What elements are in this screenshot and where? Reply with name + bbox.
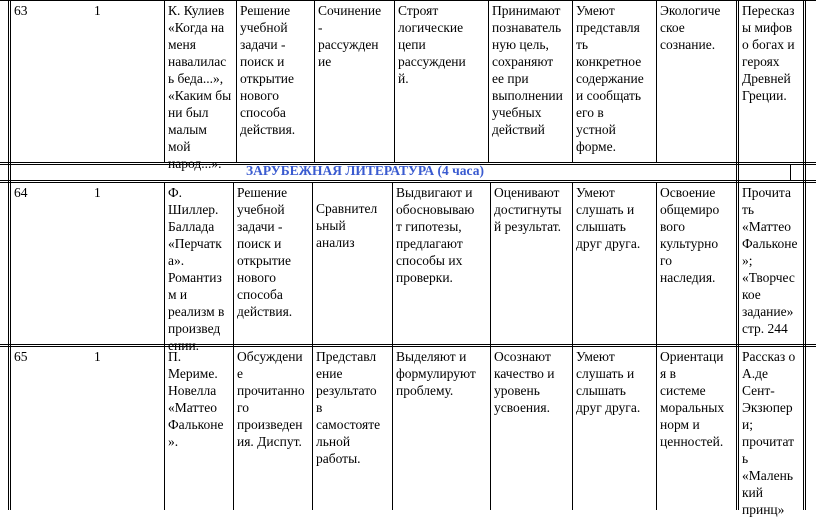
row-border xyxy=(0,344,816,345)
method-cell: Сочинение - рассужден ие xyxy=(318,3,382,69)
col-border xyxy=(8,0,9,510)
personal-results-cell: Ориентаци я в системе моральных норм и ценностей. xyxy=(660,349,725,449)
lesson-number-cell: 63 xyxy=(14,3,28,18)
lesson-type-cell: Обсуждени е прочитанно го произведен ия. Диспут. xyxy=(237,349,305,449)
method-cell: Представл ение результато в самостояте льной работы. xyxy=(316,349,381,466)
cognitive-skills-cell: Выделяют и формулируют проблему. xyxy=(396,349,476,398)
communicative-skills-cell: Умеют слушать и слышать друг друга. xyxy=(576,185,641,251)
homework-cell: Пересказ ы мифов о богах и героях Древней Греции. xyxy=(742,3,795,103)
personal-results-cell: Экологиче ское сознание. xyxy=(660,3,721,52)
col-border xyxy=(803,0,804,510)
lesson-type-cell: Решение учебной задачи - поиск и открытие нового способа действия. xyxy=(240,3,296,137)
topic-cell: К. Кулиев «Когда на меня навалилас ь беда...», «Каким бы ни был малым мой народ...». xyxy=(168,3,232,171)
homework-cell: Прочита ть «Маттео Фальконе »; «Творчес кое задание» стр. 244 xyxy=(742,185,798,336)
hours-cell: 1 xyxy=(94,3,101,18)
lesson-number-cell: 65 xyxy=(14,349,28,364)
row-border xyxy=(0,180,816,181)
hours-cell: 1 xyxy=(94,349,101,364)
homework-cell: Рассказ о А.де Сент- Экзюпер и; прочитат ь «Малень кий принц» xyxy=(742,349,796,517)
lesson-type-cell: Решение учебной задачи - поиск и открытие нового способа действия. xyxy=(237,185,293,319)
communicative-skills-cell: Умеют представля ть конкретное содержание и сообщать его в устной форме. xyxy=(576,3,644,154)
col-border xyxy=(736,0,737,510)
cognitive-skills-cell: Строят логические цепи рассуждени й. xyxy=(398,3,466,86)
col-border xyxy=(790,164,791,180)
communicative-skills-cell: Умеют слушать и слышать друг друга. xyxy=(576,349,641,415)
lesson-number-cell: 64 xyxy=(14,185,28,200)
col-border xyxy=(805,0,806,510)
regulative-skills-cell: Оценивают достигнуты й результат. xyxy=(494,185,562,234)
personal-results-cell: Освоение общемиро вого культурно го наследия. xyxy=(660,185,720,285)
hours-cell: 1 xyxy=(94,185,101,200)
section-title: ЗАРУБЕЖНАЯ ЛИТЕРАТУРА (4 часа) xyxy=(246,163,484,178)
topic-cell: Ф. Шиллер. Баллада «Перчатк а». Романтиз м и реализм в произвед ении. xyxy=(168,185,225,353)
regulative-skills-cell: Осознают качество и уровень усвоения. xyxy=(494,349,555,415)
cognitive-skills-cell: Выдвигают и обосновываю т гипотезы, предлагают способы их проверки. xyxy=(396,185,475,285)
topic-cell: П. Мериме. Новелла «Маттео Фальконе ». xyxy=(168,349,224,449)
method-cell: Сравнител ьный анализ xyxy=(316,201,378,250)
regulative-skills-cell: Принимают познаватель ную цель, сохраняют ее при выполнении учебных действий xyxy=(492,3,563,137)
